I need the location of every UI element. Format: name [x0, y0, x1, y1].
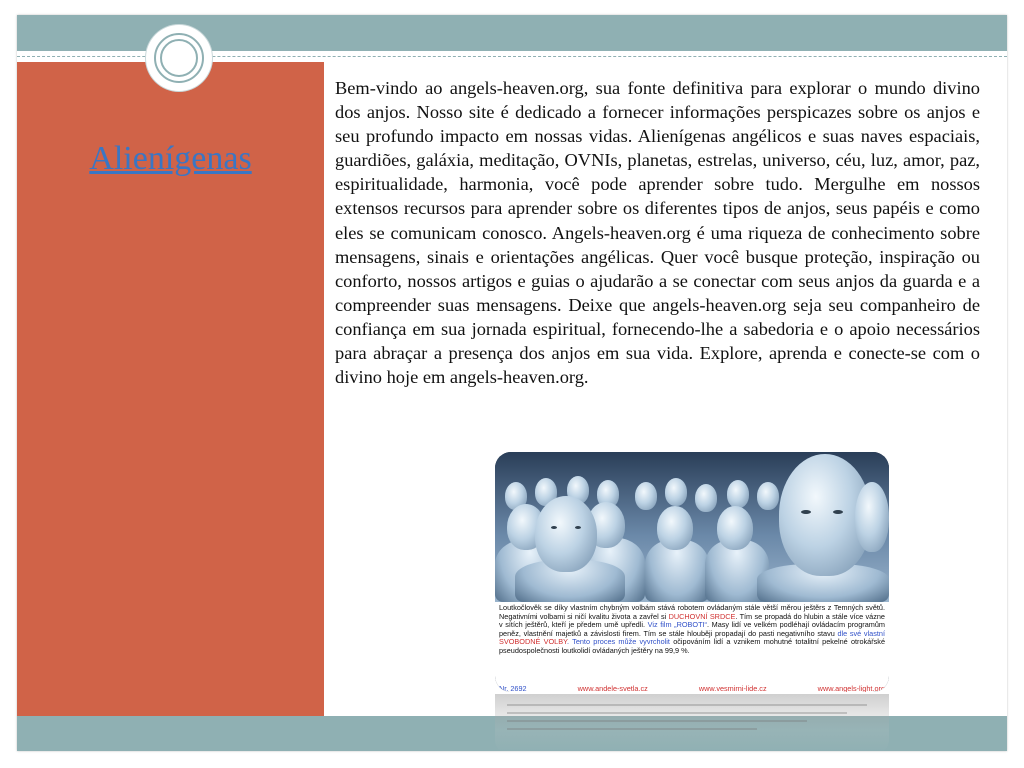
caption-site-2: www.vesmirni-lide.cz	[698, 684, 767, 692]
caption-footer	[499, 684, 885, 692]
image-caption	[495, 602, 889, 692]
circle-inner-icon	[160, 39, 198, 77]
robots-scene	[495, 452, 889, 602]
caption-number: Nr. 2692	[499, 684, 527, 692]
photo-reflection	[495, 694, 889, 754]
caption-site-1: www.andele-svetla.cz	[577, 684, 648, 692]
robots-photo	[495, 452, 889, 692]
caption-text: Loutkočlověk se díky vlastním chybným volbám stává robotem ovládaným stále větší měrou ještěrs z Temných světů. Negativními volbami si ničí kvalitu života a zavřel si DUCHOVNÍ SRDCE. Tím se propadá do hlubin a stále více vázne v sítích ještěrů, kteří je předem umě upředli. Viz film „ROBOTI“. Masy lidí ve velkém podléhají ovládacím programům peněz, vlastnění majetků a závislosti firem. Tím se stále hlouběji propadají do pasti negativního stavu dle své vlastní SVOBODNÉ VOLBY. Tento proces může vyvrcholit očipováním lidí a vznikem mohutné totalitní pekelné otrokářské pseudospolečnosti loutkolidí ovládaných ještěry na 99,9 %.	[499, 603, 886, 655]
caption-site-3: www.angels-light.org	[817, 684, 885, 692]
title-link[interactable]: Alienígenas	[89, 140, 252, 177]
body-paragraph: Bem-vindo ao angels-heaven.org, sua fonte definitiva para explorar o mundo divino dos anjos. Nosso site é dedicado a fornecer informações perspicazes sobre os anjos e seu profundo impacto em nossas vidas. Alienígenas angélicos e suas naves espaciais, guardiões, galáxia, meditação, OVNIs, planetas, estrelas, universo, céu, luz, amor, paz, espiritualidade, harmonia, você pode aprender sobre tudo. Mergulhe em nossos extensos recursos para aprender sobre os diferentes tipos de anjos, seus papéis e como eles se comunicam conosco. Angels-heaven.org é uma riqueza de conhecimento sobre mensagens, sinais e orientações angélicas. Quer você busque proteção, inspiração ou conforto, nossos artigos e guias o ajudarão a se conectar com seus anjos da guarda e a compreender suas mensagens. Deixe que angels-heaven.org seja seu companheiro de confiança em sua jornada espiritual, fornecendo-lhe a sabedoria e o apoio necessários para abraçar a presença dos anjos em sua vida. Explore, aprenda e conecte-se com o divino hoje em angels-heaven.org.	[335, 78, 980, 388]
